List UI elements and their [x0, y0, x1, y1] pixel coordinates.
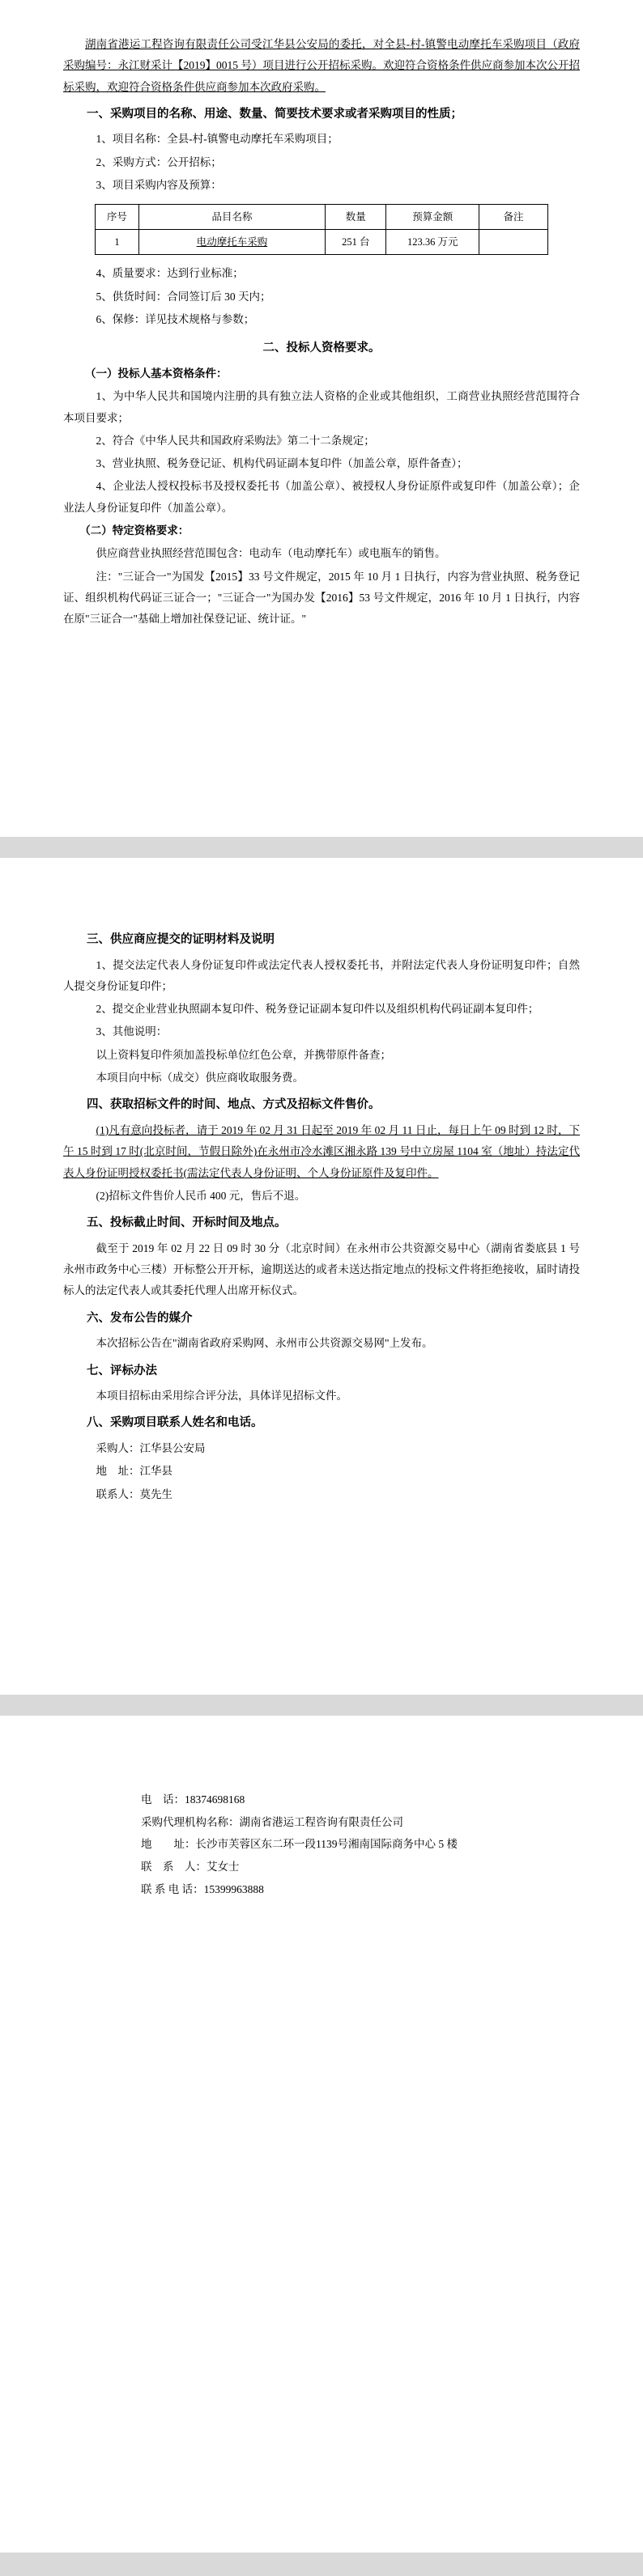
quality-requirement-line: 4、质量要求：达到行业标准；	[96, 267, 244, 280]
contact-phone: 电 话：18374698168	[141, 1793, 245, 1806]
tender-document-acquisition: (1)凡有意向投标者，请于 2019 年 02 月 31 日起至 2019 年 02 月 11 日止，每日上午 09 时到 12 时，下午 15 时到 17 时(北京时间，节假日除外)在永州市冷水滩区湘永路 139 号中立房屋 1104 室（地址）持法定代表人身份证明授权委托书(需法定代表人身份证明、个人身份证原件及复印件。	[63, 1123, 580, 1179]
material-item-3-note-2: 本项目向中标（成交）供应商收取服务费。	[96, 1072, 304, 1084]
procurement-method-line: 2、采购方式：公开招标；	[96, 155, 222, 168]
cell-item-name: 电动摩托车采购	[138, 230, 325, 255]
warranty-line: 6、保修：详见技术规格与参数；	[96, 313, 255, 326]
table-header-no: 序号	[96, 205, 139, 230]
table-header-row	[96, 205, 548, 230]
tender-document-price: (2)招标文件售价人民币 400 元，售后不退。	[96, 1189, 306, 1202]
cell-remark	[479, 230, 548, 255]
bidder-basic-qualification-title: （一）投标人基本资格条件：	[85, 367, 228, 380]
section-4-title: 四、获取招标文件的时间、地点、方式及招标文件售价。	[87, 1098, 381, 1112]
material-item-3: 3、其他说明：	[96, 1025, 168, 1038]
section-6-title: 六、发布公告的媒介	[87, 1311, 193, 1325]
page-separator-2	[0, 1695, 643, 1716]
agency-contact-block	[63, 1750, 580, 1900]
page-separator-1	[0, 837, 643, 858]
qualification-item-2: 2、符合《中华人民共和国政府采购法》第二十二条规定；	[96, 434, 375, 447]
section-3-title: 三、供应商应提交的证明材料及说明	[87, 933, 275, 946]
procurement-items-table	[95, 204, 548, 255]
material-item-2: 2、提交企业营业执照副本复印件、税务登记证副本复印件以及组织机构代码证副本复印件；	[96, 1003, 539, 1016]
address-line: 地 址：江华县	[96, 1465, 172, 1478]
section-7-title: 七、评标办法	[87, 1364, 157, 1377]
cell-quantity: 251 台	[326, 230, 386, 255]
evaluation-method-details: 本项目招标由采用综合评分法，具体详见招标文件。	[96, 1390, 347, 1403]
purchaser-line: 采购人：江华县公安局	[96, 1441, 206, 1454]
section-1-title: 一、采购项目的名称、用途、数量、简要技术要求或者采购项目的性质；	[87, 107, 462, 121]
cell-no: 1	[96, 230, 139, 255]
project-name-line: 1、项目名称：全县-村-镇警电动摩托车采购项目；	[96, 133, 339, 146]
specific-qualification-title: （二）特定资格要求：	[79, 524, 189, 537]
cell-budget: 123.36 万元	[386, 230, 479, 255]
bid-deadline-details: 截至于 2019 年 02 月 22 日 09 时 30 分（北京时间）在永州市公共资源交易中心（湖南省娄底县 1 号永州市政务中心三楼）开标整公开开标，逾期送达的或者未送达指定地点的投标文件将拒绝接收，届时请投标人的法定代表人或其委托代理人出席开标仪式。	[63, 1241, 580, 1297]
announcement-media-details: 本次招标公告在"湖南省政府采购网、永州市公共资源交易网"上发布。	[96, 1337, 433, 1350]
table-header-quantity: 数量	[326, 205, 386, 230]
qualification-item-1: 1、为中华人民共和国境内注册的具有独立法人资格的企业或其他组织，工商营业执照经营范围符合本项目要求；	[63, 390, 580, 424]
table-header-item-name: 品目名称	[138, 205, 325, 230]
table-header-remark: 备注	[479, 205, 548, 230]
specific-qualification-note: 注："三证合一"为国发【2015】33 号文件规定，2015 年 10 月 1 日执行，内容为营业执照、税务登记证、组织机构代码证三证合一；"三证合一"为国办发【2016】53 号文件规定，2016 年 10 月 1 日执行，内容在原"三证合一"基础上增加社保登记证、统计证。"	[63, 570, 580, 626]
intro-paragraph: 湖南省港运工程咨询有限责任公司受江华县公安局的委托，对全县-村-镇警电动摩托车采购项目（政府采购编号：永江财采计【2019】0015 号）项目进行公开招标采购。欢迎符合资格条件供应商参加本次公开招标采购，欢迎符合资格条件供应商参加本次政府采购。	[63, 38, 580, 93]
agency-contact-person: 联 系 人：艾女士	[141, 1861, 240, 1874]
section-2-title: 二、投标人资格要求。	[262, 342, 381, 355]
agency-address: 地 址：长沙市芙蓉区东二环一段1139号湘南国际商务中心 5 楼	[141, 1838, 458, 1851]
document-page-1	[0, 0, 643, 837]
table-row	[96, 230, 548, 255]
material-item-1: 1、提交法定代表人身份证复印件或法定代表人授权委托书，并附法定代表人身份证明复印件；自然人提交身份证复印件；	[63, 958, 580, 992]
document-page-2	[0, 858, 643, 1695]
document-page-3	[0, 1716, 643, 2553]
procurement-content-line: 3、项目采购内容及预算：	[96, 179, 222, 192]
specific-qualification-item-1: 供应商营业执照经营范围包含：电动车（电动摩托车）或电瓶车的销售。	[96, 547, 446, 560]
agency-name: 采购代理机构名称：湖南省港运工程咨询有限责任公司	[141, 1815, 403, 1828]
table-header-budget: 预算金额	[386, 205, 479, 230]
section-5-title: 五、投标截止时间、开标时间及地点。	[87, 1216, 287, 1230]
contact-person-line: 联系人：莫先生	[96, 1487, 172, 1500]
section-8-title: 八、采购项目联系人姓名和电话。	[87, 1416, 263, 1430]
agency-contact-phone: 联 系 电 话：15399963888	[141, 1882, 264, 1895]
qualification-item-3: 3、营业执照、税务登记证、机构代码证副本复印件（加盖公章，原件备查）；	[96, 457, 468, 470]
qualification-item-4: 4、企业法人授权投标书及授权委托书（加盖公章）、被授权人身份证原件或复印件（加盖公章）；企业法人身份证复印件（加盖公章）。	[63, 480, 580, 514]
material-item-3-note-1: 以上资料复印件须加盖投标单位红色公章，并携带原件备查；	[96, 1048, 391, 1061]
delivery-time-line: 5、供货时间：合同签订后 30 天内；	[96, 290, 271, 303]
